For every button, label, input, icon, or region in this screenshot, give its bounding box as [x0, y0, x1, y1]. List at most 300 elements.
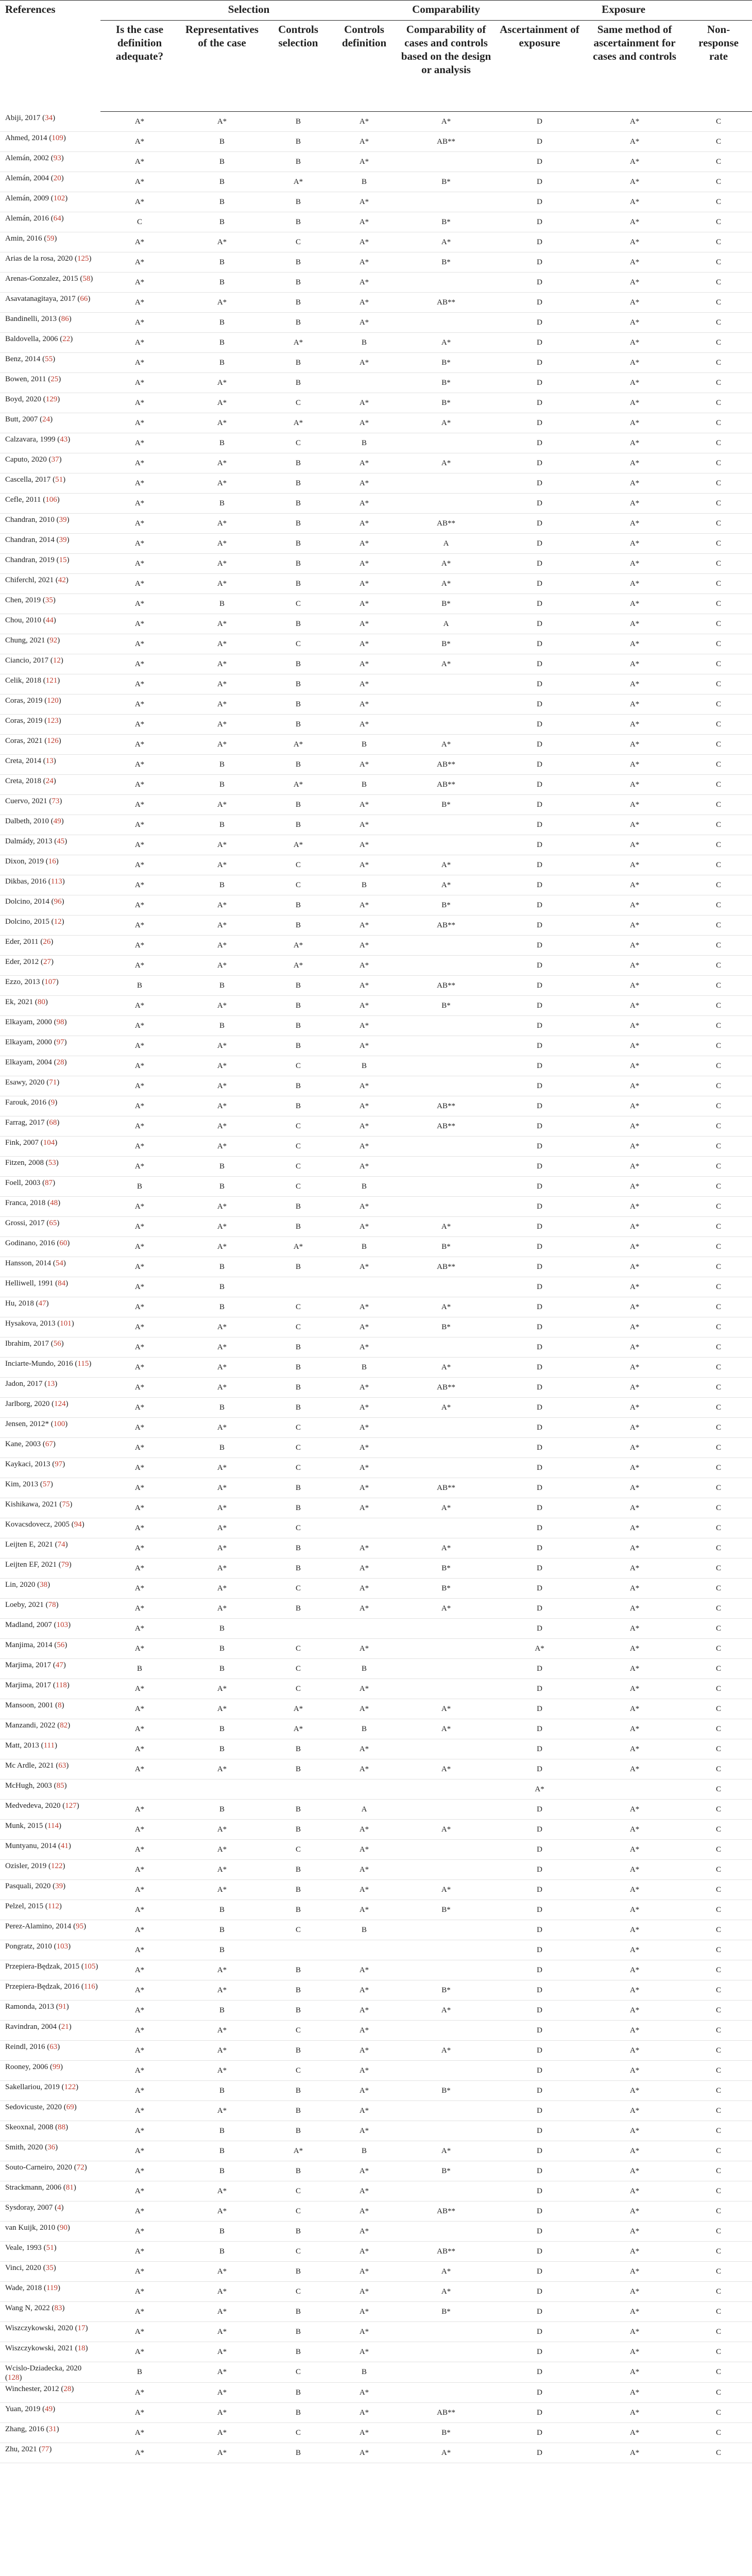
rating-value: C	[716, 2429, 722, 2437]
reference-cell: Eder, 2012 (27)	[0, 956, 100, 976]
citation-link[interactable]: 17	[77, 2324, 86, 2332]
rating-value: C	[716, 841, 722, 849]
rating-value: D	[537, 1946, 542, 1954]
citation-link[interactable]: 88	[58, 2123, 66, 2131]
table-row	[0, 433, 752, 453]
citation-link[interactable]: 4	[57, 2204, 61, 2212]
ascertainment-cell	[495, 1076, 584, 1096]
citation-link[interactable]: 18	[77, 2344, 86, 2352]
controls-definition-cell	[331, 2222, 397, 2242]
comparability-cell	[397, 1960, 495, 1980]
controls-definition-cell	[331, 2201, 397, 2222]
citation-link[interactable]: 75	[62, 1500, 70, 1509]
rating-value: A*	[134, 1544, 145, 1552]
citation-link[interactable]: 83	[54, 2304, 62, 2312]
rating-value: A*	[134, 620, 145, 628]
citation-link[interactable]: 86	[61, 315, 69, 323]
citation-link[interactable]: 94	[74, 1520, 82, 1529]
case-definition-cell	[100, 1599, 179, 1619]
controls-definition-cell	[331, 1177, 397, 1197]
citation-link[interactable]: 109	[52, 134, 63, 142]
rating-value: B	[219, 1444, 225, 1452]
table-row	[0, 2383, 752, 2403]
citation-link[interactable]: 66	[80, 295, 88, 303]
citation-link[interactable]: 12	[54, 918, 62, 926]
rating-value: B	[295, 499, 301, 507]
rating-value: A*	[629, 921, 640, 929]
table-row	[0, 2322, 752, 2342]
ascertainment-cell	[495, 835, 584, 855]
citation-link[interactable]: 53	[48, 1159, 56, 1167]
rating-value: A*	[134, 921, 145, 929]
controls-selection-cell	[265, 996, 331, 1016]
comparability-cell	[397, 1739, 495, 1759]
citation-link[interactable]: 102	[53, 194, 65, 202]
citation-link[interactable]: 20	[53, 174, 61, 182]
citation-link[interactable]: 97	[55, 1460, 63, 1468]
rating-value: A*	[441, 419, 451, 427]
citation-link[interactable]: 128	[8, 2374, 20, 2382]
citation-link[interactable]: 67	[45, 1440, 53, 1448]
citation-link[interactable]: 51	[46, 2244, 54, 2252]
citation-link[interactable]: 21	[61, 2023, 69, 2031]
ascertainment-cell	[495, 132, 584, 152]
rating-value: B	[219, 2087, 225, 2095]
citation-link[interactable]: 47	[55, 1661, 63, 1669]
citation-link[interactable]: 112	[47, 1902, 59, 1910]
rating-value: C	[716, 941, 722, 950]
citation-link[interactable]: 96	[54, 897, 62, 906]
citation-link[interactable]: 63	[58, 1761, 66, 1770]
reference-text: Strackmann, 2006	[5, 2183, 62, 2192]
citation-link[interactable]: 116	[83, 1982, 95, 1991]
citation-link[interactable]: 39	[59, 516, 67, 524]
reference-cell: Pelzel, 2015 (112)	[0, 1900, 100, 1920]
rating-value: A*	[535, 1785, 544, 1793]
rating-value: D	[537, 138, 542, 146]
ascertainment-cell	[495, 433, 584, 453]
rating-value: A*	[629, 1022, 640, 1030]
citation-link[interactable]: 100	[53, 1420, 65, 1428]
case-definition-cell	[100, 855, 179, 875]
citation-link[interactable]: 124	[54, 1400, 66, 1408]
controls-definition-cell	[331, 1639, 397, 1659]
citation-link[interactable]: 103	[56, 1621, 69, 1629]
citation-link[interactable]: 35	[45, 2264, 54, 2272]
citation-link[interactable]: 44	[45, 616, 54, 624]
rating-value: A*	[134, 1906, 145, 1914]
case-definition-cell	[100, 1458, 179, 1478]
citation-link[interactable]: 69	[66, 2103, 74, 2111]
citation-link[interactable]: 103	[56, 1942, 69, 1951]
citation-link[interactable]: 24	[42, 415, 50, 423]
representativeness-cell	[179, 172, 265, 192]
representativeness-cell	[179, 1257, 265, 1277]
citation-link[interactable]: 121	[45, 676, 58, 685]
rating-value: A*	[629, 1584, 640, 1592]
citation-link[interactable]: 123	[47, 717, 59, 725]
reference-cell: Manjima, 2014 (56)	[0, 1639, 100, 1659]
citation-link[interactable]: 95	[76, 1922, 84, 1930]
rating-value: D	[537, 198, 542, 206]
case-definition-cell	[100, 1398, 179, 1418]
citation-link[interactable]: 118	[55, 1681, 67, 1689]
comparability-cell	[397, 2141, 495, 2161]
rating-value: C	[716, 1464, 722, 1472]
citation-link[interactable]: 31	[48, 2425, 57, 2433]
reference-text: Coras, 2019	[5, 697, 43, 705]
same-method-cell	[584, 2302, 685, 2322]
reference-cell: Chou, 2010 (44)	[0, 614, 100, 634]
comparability-cell	[397, 112, 495, 132]
citation-link[interactable]: 74	[57, 1540, 65, 1549]
citation-link[interactable]: 115	[77, 1360, 89, 1368]
reference-cell: Cascella, 2017 (51)	[0, 473, 100, 494]
citation-link[interactable]: 41	[60, 1842, 69, 1850]
rating-value: C	[716, 258, 722, 266]
citation-link[interactable]: 114	[47, 1822, 59, 1830]
controls-selection-cell	[265, 1579, 331, 1599]
citation-link[interactable]: 27	[43, 958, 51, 966]
citation-link[interactable]: 9	[50, 1098, 55, 1107]
reference-cell: Jadon, 2017 (13)	[0, 1378, 100, 1398]
representativeness-cell	[179, 1780, 265, 1800]
citation-link[interactable]: 113	[50, 877, 62, 886]
citation-link[interactable]: 90	[59, 2224, 67, 2232]
citation-link[interactable]: 73	[52, 797, 60, 805]
citation-link[interactable]: 13	[47, 1380, 55, 1388]
rating-value: D	[537, 2026, 542, 2035]
rating-value: A*	[217, 1544, 227, 1552]
rating-value: B	[295, 138, 301, 146]
citation-link[interactable]: 63	[49, 2043, 58, 2051]
citation-link[interactable]: 45	[57, 837, 65, 845]
rating-value: A*	[359, 2247, 369, 2256]
comparability-cell	[397, 1317, 495, 1337]
controls-definition-cell	[331, 1599, 397, 1619]
citation-link[interactable]: 12	[53, 656, 61, 665]
same-method-cell	[584, 2443, 685, 2463]
same-method-cell	[584, 172, 685, 192]
comparability-cell	[397, 835, 495, 855]
rating-value: A*	[629, 620, 640, 628]
citation-link[interactable]: 43	[60, 435, 68, 444]
citation-link[interactable]: 59	[46, 234, 55, 243]
reference-text: Cuervo, 2021	[5, 797, 47, 805]
reference-cell: Elkayam, 2004 (28)	[0, 1056, 100, 1076]
citation-link[interactable]: 98	[56, 1018, 64, 1026]
rating-value: A*	[629, 379, 640, 387]
rating-value: A*	[629, 941, 640, 950]
exposure-ascertainment-header: Ascertainment of exposure	[495, 21, 584, 112]
comparability-cell	[397, 1679, 495, 1699]
rating-value: D	[537, 117, 542, 126]
same-method-cell	[584, 2041, 685, 2061]
case-definition-cell	[100, 2362, 179, 2383]
same-method-cell	[584, 273, 685, 293]
controls-definition-cell	[331, 1036, 397, 1056]
non-response-cell	[685, 594, 752, 614]
comparability-cell	[397, 2383, 495, 2403]
rating-value: A*	[134, 2348, 145, 2356]
rating-value: A*	[134, 1464, 145, 1472]
rating-value: C	[716, 1825, 722, 1834]
table-row	[0, 1498, 752, 1518]
controls-definition-cell	[331, 1679, 397, 1699]
rating-value: A*	[359, 2107, 369, 2115]
rating-value: A*	[134, 399, 145, 407]
rating-value: A*	[629, 1283, 640, 1291]
citation-link[interactable]: 24	[45, 777, 54, 785]
comparability-cell	[397, 132, 495, 152]
controls-selection-cell	[265, 936, 331, 956]
citation-link[interactable]: 71	[49, 1078, 57, 1087]
citation-link[interactable]: 42	[58, 576, 66, 584]
rating-value: A*	[359, 1604, 369, 1613]
citation-link[interactable]: 122	[64, 2083, 76, 2091]
citation-link[interactable]: 56	[53, 1340, 61, 1348]
citation-link[interactable]: 49	[45, 2405, 53, 2413]
controls-selection-cell	[265, 2061, 331, 2081]
case-definition-cell	[100, 534, 179, 554]
rating-value: B*	[441, 1584, 451, 1592]
same-method-cell	[584, 1900, 685, 1920]
citation-link[interactable]: 77	[41, 2445, 49, 2453]
rating-value: A*	[629, 1544, 640, 1552]
citation-link[interactable]: 64	[53, 214, 61, 223]
citation-link[interactable]: 38	[40, 1581, 48, 1589]
rating-value: B	[219, 1303, 225, 1311]
controls-definition-cell	[331, 956, 397, 976]
rating-value: D	[537, 1142, 542, 1150]
citation-link[interactable]: 58	[82, 275, 91, 283]
citation-link[interactable]: 28	[63, 2385, 72, 2393]
citation-link[interactable]: 39	[55, 1882, 63, 1890]
rating-value: A*	[134, 2187, 145, 2195]
rating-value: A*	[134, 1002, 145, 1010]
citation-link[interactable]: 107	[44, 978, 56, 986]
controls-definition-cell	[331, 172, 397, 192]
citation-link[interactable]: 79	[61, 1561, 69, 1569]
citation-link[interactable]: 37	[51, 455, 59, 464]
comparability-cell	[397, 1036, 495, 1056]
citation-link[interactable]: 15	[59, 556, 67, 564]
reference-text: Marjima, 2017	[5, 1681, 52, 1689]
citation-link[interactable]: 87	[45, 1179, 53, 1187]
comparability-cell	[397, 1900, 495, 1920]
citation-link[interactable]: 81	[65, 2183, 74, 2192]
rating-value: B	[295, 2348, 301, 2356]
controls-selection-cell	[265, 1800, 331, 1820]
controls-selection-cell	[265, 172, 331, 192]
citation-link[interactable]: 104	[43, 1139, 55, 1147]
rating-value: A*	[217, 479, 227, 487]
citation-link[interactable]: 16	[48, 857, 56, 866]
citation-link[interactable]: 39	[59, 536, 67, 544]
citation-link[interactable]: 119	[46, 2284, 58, 2292]
rating-value: B	[362, 338, 367, 347]
rating-value: AB**	[437, 138, 455, 146]
citation-link[interactable]: 91	[58, 2003, 66, 2011]
rating-value: D	[537, 2328, 542, 2336]
rating-value: C	[716, 1122, 722, 1130]
reference-cell: Zhu, 2021 (77)	[0, 2443, 100, 2463]
citation-link[interactable]: 72	[76, 2163, 84, 2172]
representativeness-cell	[179, 1619, 265, 1639]
citation-link[interactable]: 120	[47, 697, 59, 705]
reference-text: Eder, 2012	[5, 958, 39, 966]
same-method-cell	[584, 1980, 685, 2001]
citation-link[interactable]: 78	[48, 1601, 56, 1609]
rating-value: A*	[134, 1102, 145, 1110]
citation-link[interactable]: 54	[55, 1259, 63, 1267]
citation-link[interactable]: 68	[49, 1118, 57, 1127]
citation-link[interactable]: 55	[45, 355, 53, 363]
citation-link[interactable]: 34	[45, 113, 53, 122]
table-row	[0, 1558, 752, 1579]
rating-value: A*	[359, 2388, 369, 2397]
citation-link[interactable]: 51	[55, 476, 63, 484]
representativeness-cell	[179, 1096, 265, 1116]
case-definition-cell	[100, 192, 179, 212]
citation-link[interactable]: 60	[59, 1239, 67, 1247]
rating-value: A*	[134, 2046, 145, 2055]
table-row	[0, 614, 752, 634]
citation-link[interactable]: 122	[50, 1862, 63, 1870]
citation-link[interactable]: 8	[58, 1701, 62, 1709]
case-definition-cell	[100, 594, 179, 614]
citation-link[interactable]: 84	[58, 1279, 66, 1287]
citation-link[interactable]: 47	[38, 1299, 46, 1308]
citation-link[interactable]: 56	[57, 1641, 65, 1649]
reference-cell: Dikbas, 2016 (113)	[0, 875, 100, 895]
same-method-cell	[584, 1337, 685, 1358]
citation-link[interactable]: 80	[37, 998, 45, 1006]
citation-link[interactable]: 101	[60, 1319, 72, 1328]
rating-value: C	[295, 1845, 301, 1854]
citation-link[interactable]: 127	[65, 1802, 77, 1810]
controls-definition-cell	[331, 152, 397, 172]
rating-value: A*	[134, 1263, 145, 1271]
ascertainment-cell	[495, 1699, 584, 1719]
rating-value: D	[537, 620, 542, 628]
reference-cell: Manzandi, 2022 (82)	[0, 1719, 100, 1739]
non-response-cell	[685, 795, 752, 815]
citation-link[interactable]: 105	[83, 1962, 96, 1971]
citation-link[interactable]: 111	[43, 1741, 55, 1750]
rating-value: A*	[134, 1584, 145, 1592]
case-definition-cell	[100, 1036, 179, 1056]
same-method-cell	[584, 775, 685, 795]
comparability-cell	[397, 212, 495, 232]
controls-definition-cell	[331, 976, 397, 996]
rating-value: D	[537, 1805, 542, 1814]
rating-value: D	[537, 499, 542, 507]
representativeness-cell	[179, 2021, 265, 2041]
citation-link[interactable]: 13	[45, 757, 54, 765]
representativeness-cell	[179, 1036, 265, 1056]
rating-value: A*	[629, 760, 640, 769]
rating-value: B*	[441, 359, 451, 367]
rating-value: A*	[134, 2308, 145, 2316]
rating-value: D	[537, 1082, 542, 1090]
citation-link[interactable]: 28	[56, 1058, 64, 1066]
rating-value: B	[136, 2368, 142, 2376]
table-row	[0, 1056, 752, 1076]
citation-link[interactable]: 57	[42, 1480, 50, 1488]
ascertainment-cell	[495, 112, 584, 132]
non-response-cell	[685, 373, 752, 393]
citation-link[interactable]: 22	[62, 335, 71, 343]
citation-link[interactable]: 125	[77, 255, 89, 263]
citation-link[interactable]: 25	[50, 375, 59, 383]
citation-link[interactable]: 93	[53, 154, 61, 162]
citation-link[interactable]: 65	[49, 1219, 57, 1227]
citation-link[interactable]: 106	[45, 496, 57, 504]
controls-definition-cell	[331, 393, 397, 413]
citation-link[interactable]: 48	[50, 1199, 58, 1207]
rating-value: A*	[629, 519, 640, 528]
representativeness-cell	[179, 1659, 265, 1679]
comparability-cell	[397, 1860, 495, 1880]
citation-link[interactable]: 82	[60, 1721, 68, 1730]
reference-cell: Alemán, 2004 (20)	[0, 172, 100, 192]
rating-value: A*	[134, 700, 145, 708]
reference-cell: Hysakova, 2013 (101)	[0, 1317, 100, 1337]
rating-value: A*	[441, 1403, 451, 1412]
ascertainment-cell	[495, 1257, 584, 1277]
citation-link[interactable]: 26	[43, 938, 51, 946]
non-response-cell	[685, 2403, 752, 2423]
ascertainment-cell	[495, 2021, 584, 2041]
ascertainment-cell	[495, 1116, 584, 1137]
representativeness-cell	[179, 2242, 265, 2262]
reference-cell: Abiji, 2017 (34)	[0, 112, 100, 132]
comparability-cell	[397, 815, 495, 835]
rating-value: A*	[217, 941, 227, 950]
citation-link[interactable]: 35	[45, 596, 53, 604]
case-definition-cell	[100, 634, 179, 654]
citation-link[interactable]: 129	[45, 395, 58, 403]
citation-link[interactable]: 92	[49, 636, 58, 645]
citation-link[interactable]: 97	[56, 1038, 64, 1046]
rating-value: A*	[217, 1825, 227, 1834]
citation-link[interactable]: 99	[52, 2063, 60, 2071]
same-method-cell	[584, 393, 685, 413]
rating-value: A*	[629, 1182, 640, 1191]
rating-value: C	[716, 680, 722, 688]
rating-value: C	[716, 1002, 722, 1010]
citation-link[interactable]: 85	[56, 1782, 64, 1790]
rating-value: D	[537, 2449, 542, 2457]
ascertainment-cell	[495, 815, 584, 835]
ascertainment-cell	[495, 594, 584, 614]
case-definition-cell	[100, 715, 179, 735]
rating-value: D	[537, 2287, 542, 2296]
reference-text: Muntyanu, 2014	[5, 1842, 57, 1850]
citation-link[interactable]: 36	[47, 2143, 56, 2151]
table-row	[0, 1277, 752, 1297]
controls-definition-cell	[331, 1277, 397, 1297]
rating-value: B	[219, 2006, 225, 2014]
reference-text: Coras, 2021	[5, 737, 43, 745]
non-response-cell	[685, 2222, 752, 2242]
reference-text: Celik, 2018	[5, 676, 41, 685]
citation-link[interactable]: 49	[53, 817, 61, 825]
controls-definition-cell	[331, 1739, 397, 1759]
case-definition-cell	[100, 1297, 179, 1317]
citation-link[interactable]: 126	[47, 737, 59, 745]
